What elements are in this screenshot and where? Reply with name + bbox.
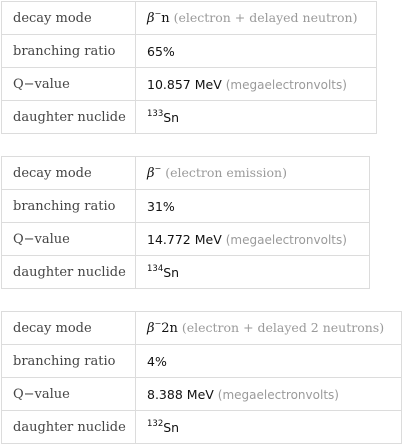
q-value-unit: MeV: [194, 231, 222, 247]
daughter-nuclide-value: [136, 256, 370, 289]
table-row: [2, 190, 370, 223]
table-row: [2, 256, 370, 289]
decay-mode-symbol: β−2n: [147, 319, 178, 336]
q-value-number: 8.388: [147, 386, 183, 402]
q-value-label: Q−value: [2, 378, 136, 411]
decay-mode-value: [136, 2, 377, 35]
q-value-number: 10.857: [147, 76, 191, 92]
mass-number: 133: [147, 108, 164, 119]
q-value-label: Q−value: [2, 223, 136, 256]
table-row: [2, 223, 370, 256]
daughter-nuclide-value: [136, 101, 377, 134]
decay-mode-label: decay mode: [2, 2, 136, 35]
table-row: [2, 101, 377, 134]
decay-mode-description: (electron emission): [165, 165, 287, 180]
q-value-unit: MeV: [186, 386, 214, 402]
q-value-unit-name: (megaelectronvolts): [225, 77, 347, 92]
element-symbol: Sn: [163, 109, 180, 125]
table-row: [2, 35, 377, 68]
decay-mode-label: decay mode: [2, 157, 136, 190]
decay-mode-label: decay mode: [2, 312, 136, 345]
table-row: [2, 157, 370, 190]
branching-ratio-label: branching ratio: [2, 345, 136, 378]
daughter-nuclide-label: daughter nuclide: [2, 411, 136, 444]
branching-ratio-value: 31%: [136, 190, 370, 223]
mass-number: 134: [147, 263, 164, 274]
element-symbol: Sn: [163, 419, 180, 435]
table-row: [2, 378, 402, 411]
table-row: [2, 312, 402, 345]
decay-table-1: [1, 1, 377, 134]
decay-table-3: [1, 311, 402, 444]
decay-mode-description: (electron + delayed 2 neutrons): [181, 320, 385, 335]
daughter-nuclide-value: [136, 411, 402, 444]
daughter-nuclide-label: daughter nuclide: [2, 101, 136, 134]
decay-table-2: [1, 156, 370, 289]
decay-mode-value: [136, 157, 370, 190]
daughter-nuclide-label: daughter nuclide: [2, 256, 136, 289]
q-value-value: [136, 378, 402, 411]
decay-mode-value: [136, 312, 402, 345]
q-value-number: 14.772: [147, 231, 191, 247]
mass-number: 132: [147, 418, 164, 429]
q-value-unit-name: (megaelectronvolts): [217, 387, 339, 402]
q-value-value: [136, 68, 377, 101]
table-row: [2, 68, 377, 101]
decay-mode-symbol: β−: [147, 164, 162, 181]
branching-ratio-value: 65%: [136, 35, 377, 68]
decay-mode-symbol: β−n: [147, 9, 170, 26]
branching-ratio-label: branching ratio: [2, 35, 136, 68]
branching-ratio-label: branching ratio: [2, 190, 136, 223]
table-row: [2, 2, 377, 35]
decay-mode-description: (electron + delayed neutron): [173, 10, 358, 25]
element-symbol: Sn: [163, 264, 180, 280]
q-value-unit: MeV: [194, 76, 222, 92]
table-row: [2, 411, 402, 444]
branching-ratio-value: 4%: [136, 345, 402, 378]
q-value-value: [136, 223, 370, 256]
table-row: [2, 345, 402, 378]
q-value-label: Q−value: [2, 68, 136, 101]
q-value-unit-name: (megaelectronvolts): [225, 232, 347, 247]
